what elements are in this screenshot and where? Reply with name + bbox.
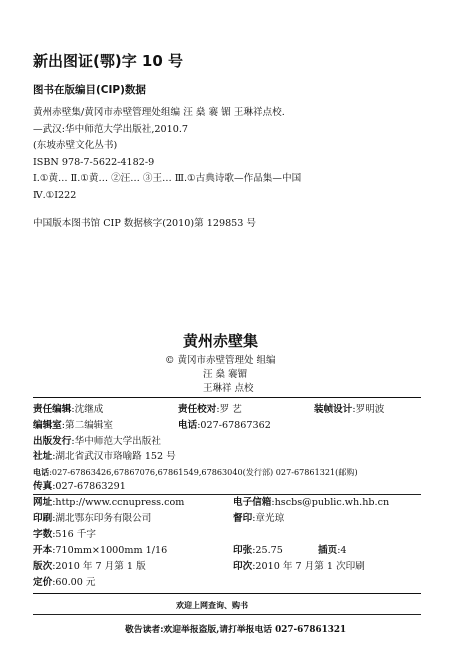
book-title: 黄州赤壁集 (183, 332, 259, 350)
printer: 印刷:湖北鄂东印务有限公司 (33, 513, 152, 524)
printed-sheets: 印张:25.75 (233, 545, 283, 556)
isbn: ISBN 978-7-5622-4182-9 (33, 157, 155, 168)
welcome-line: 欢迎上网查询、购书 (176, 600, 248, 610)
divider (33, 494, 421, 495)
edition: 版次:2010 年 7 月第 1 版 (33, 561, 146, 572)
publisher-fax: 传真:027-67863291 (33, 481, 126, 492)
cip-line: Ⅰ.①黄… Ⅱ.①黄… ②汪… ③王… Ⅲ.①古典诗歌—作品集—中国 (33, 173, 302, 184)
plates: 插页:4 (318, 545, 347, 556)
cip-heading: 图书在版编目(CIP)数据 (33, 84, 146, 96)
responsible-editor: 责任编辑:沈继成 (33, 404, 104, 415)
notice-rule (33, 614, 421, 615)
top-rule (33, 397, 421, 398)
approval-number: 新出图证(鄂)字 10 号 (33, 52, 184, 70)
publisher: 出版发行:华中师范大学出版社 (33, 436, 161, 447)
cip-line: (东坡赤壁文化丛书) (33, 140, 118, 151)
cover-designer: 装帧设计:罗明波 (314, 404, 385, 415)
cip-number: 中国版本图书馆 CIP 数据核字(2010)第 129853 号 (33, 218, 257, 229)
editorial-phone: 电话:027-67867362 (178, 420, 271, 431)
editorial-room: 编辑室:第二编辑室 (33, 420, 113, 431)
editor-credit: 汪 燊 褰镅 (203, 369, 248, 380)
publisher-phones: 电话:027-67863426,67867076,67861549,67863040(发行部) 027-67861321(邮购) (33, 467, 358, 477)
printing: 印次:2010 年 7 月第 1 次印刷 (233, 561, 365, 572)
email: 电子信箱:hscbs@public.wh.hb.cn (233, 497, 390, 508)
bottom-rule (33, 593, 421, 594)
cip-line: 黄州赤壁集/黄冈市赤壁管理处组编 汪 燊 褰 镅 王琳祥点校. (33, 107, 285, 118)
responsible-proofreader: 责任校对:罗 艺 (178, 404, 242, 415)
price: 定价:60.00 元 (33, 577, 96, 588)
annotator-credit: 王琳祥 点校 (203, 383, 254, 394)
cip-line: Ⅳ.①I222 (33, 190, 77, 201)
cip-line: —武汉:华中师范大学出版社,2010.7 (33, 124, 188, 135)
print-supervisor: 督印:章光琼 (233, 513, 285, 524)
website: 网址:http://www.ccnupress.com (33, 497, 185, 508)
publisher-address: 社址:湖北省武汉市珞喻路 152 号 (33, 451, 176, 462)
anti-piracy-notice: 敬告读者:欢迎举报盗版,请打举报电话 027-67861321 (125, 625, 347, 635)
book-format: 开本:710mm×1000mm 1/16 (33, 545, 168, 556)
word-count: 字数:516 千字 (33, 529, 96, 540)
compiler-credit: © 黄冈市赤壁管理处 组编 (165, 355, 276, 366)
